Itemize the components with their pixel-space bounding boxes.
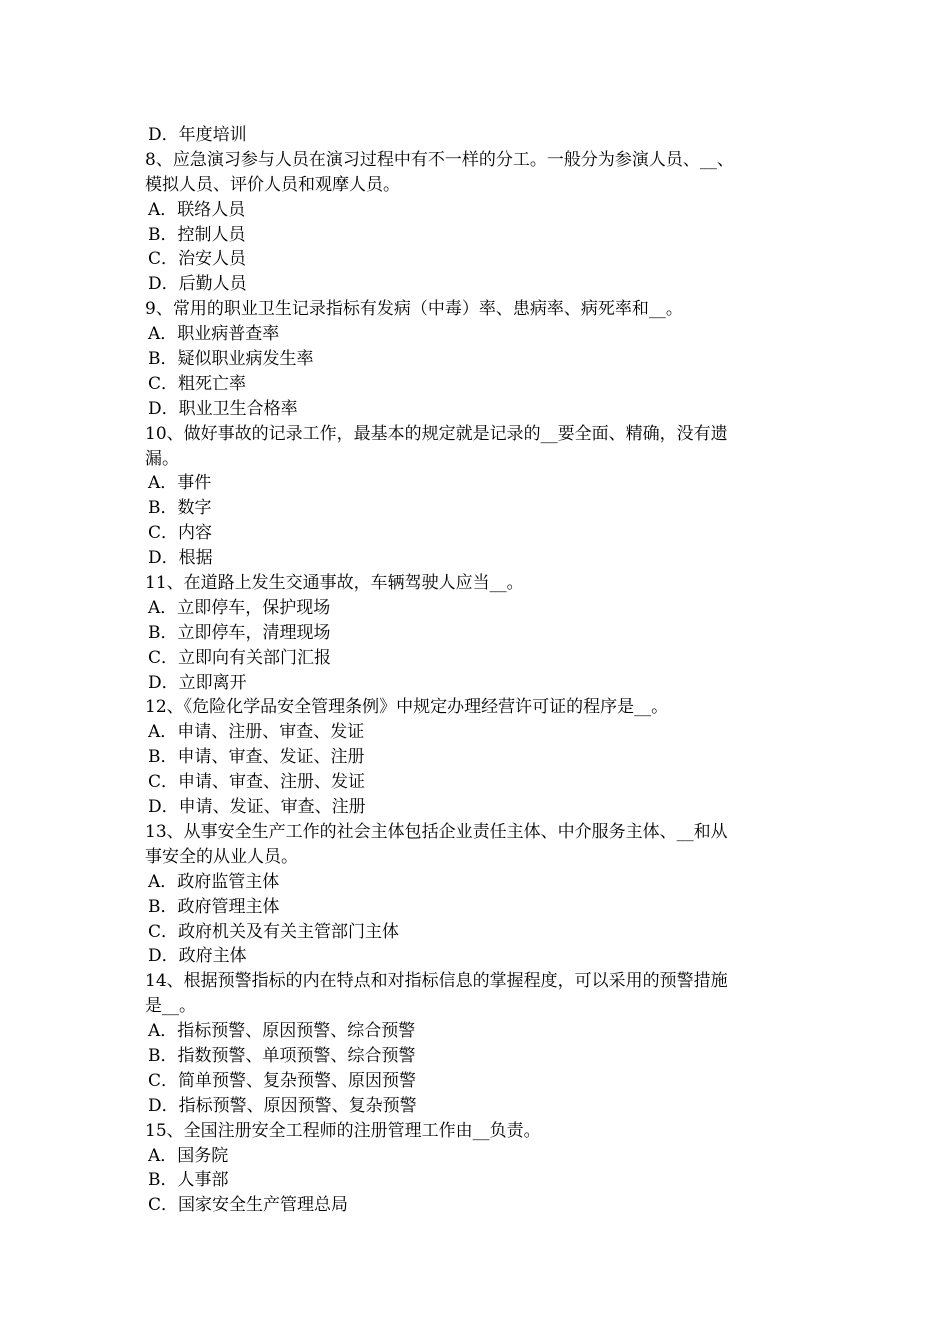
answer-option: C．国家安全生产管理总局: [148, 1195, 349, 1216]
answer-option: D．指标预警、原因预警、复杂预警: [148, 1095, 417, 1116]
answer-option: B．政府管理主体: [148, 896, 280, 917]
answer-option: B．疑似职业病发生率: [148, 349, 314, 370]
question-text: 12、《危险化学品安全管理条例》中规定办理经营许可证的程序是__。: [145, 697, 669, 718]
question-text: 15、全国注册安全工程师的注册管理工作由__负责。: [145, 1120, 541, 1141]
answer-option: B．控制人员: [148, 224, 246, 245]
answer-option: C．内容: [148, 523, 213, 544]
answer-option: D．申请、发证、审查、注册: [148, 797, 366, 818]
answer-option: C．政府机关及有关主管部门主体: [148, 921, 400, 942]
question-text: 9、常用的职业卫生记录指标有发病（中毒）率、患病率、病死率和__。: [145, 299, 683, 320]
answer-option: A．联络人员: [148, 199, 246, 220]
question-text: 13、从事安全生产工作的社会主体包括企业责任主体、中介服务主体、__和从: [145, 821, 728, 842]
answer-option: B．人事部: [148, 1170, 229, 1191]
answer-option: C．立即向有关部门汇报: [148, 647, 332, 668]
answer-option: D．政府主体: [148, 946, 247, 967]
answer-option: C．治安人员: [148, 249, 247, 270]
answer-option: A．事件: [148, 473, 212, 494]
answer-option: B．立即停车，清理现场: [148, 622, 331, 643]
answer-option: D．年度培训: [148, 125, 247, 145]
answer-option: C．简单预警、复杂预警、原因预警: [148, 1070, 417, 1091]
question-text: 10、做好事故的记录工作，最基本的规定就是记录的__要全面、精确，没有遗: [145, 423, 728, 444]
answer-option: A．职业病普查率: [148, 324, 280, 345]
question-text: 事安全的从业人员。: [145, 846, 298, 867]
document-body: [145, 123, 810, 1218]
answer-option: A．政府监管主体: [148, 871, 280, 892]
answer-option: A．指标预警、原因预警、综合预警: [148, 1021, 416, 1042]
answer-option: D．职业卫生合格率: [148, 398, 298, 419]
answer-option: C．粗死亡率: [148, 373, 247, 394]
question-text: 是__。: [145, 996, 196, 1017]
answer-option: D．后勤人员: [148, 274, 247, 295]
answer-option: D．立即离开: [148, 672, 247, 693]
answer-option: A．国务院: [148, 1145, 229, 1166]
answer-option: D．根据: [148, 548, 213, 569]
question-text: 11、在道路上发生交通事故，车辆驾驶人应当__。: [145, 573, 524, 594]
question-text: 漏。: [145, 448, 179, 469]
question-text: 8、应急演习参与人员在演习过程中有不一样的分工。一般分为参演人员、__、: [145, 149, 734, 170]
answer-option: B．指数预警、单项预警、综合预警: [148, 1045, 416, 1066]
answer-option: C．申请、审查、注册、发证: [148, 772, 366, 793]
question-text: 模拟人员、评价人员和观摩人员。: [145, 174, 400, 195]
question-text: 14、根据预警指标的内在特点和对指标信息的掌握程度，可以采用的预警措施: [145, 971, 728, 992]
answer-option: A．立即停车，保护现场: [148, 597, 331, 618]
answer-option: B．申请、审查、发证、注册: [148, 747, 365, 768]
answer-option: A．申请、注册、审查、发证: [148, 722, 365, 743]
answer-option: B．数字: [148, 498, 212, 519]
